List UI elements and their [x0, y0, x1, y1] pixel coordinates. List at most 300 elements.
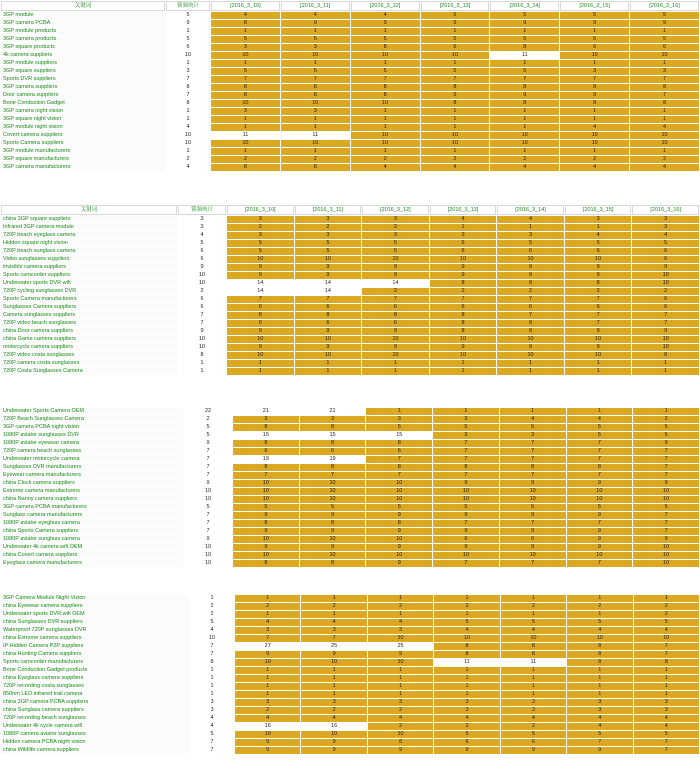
keyword-cell: china 3GP camera PCBA suppliers	[1, 699, 189, 706]
rank-cell: 8	[430, 328, 497, 335]
table-row	[1, 520, 699, 527]
table-row	[1, 336, 699, 343]
table-row	[1, 544, 699, 551]
rank-cell: 10	[295, 256, 362, 263]
count-cell: 1	[190, 683, 234, 690]
rank-cell: 2	[634, 611, 699, 618]
rank-cell: 9	[301, 747, 366, 754]
rank-cell: 10	[632, 280, 699, 287]
rank-cell: 6	[366, 448, 432, 455]
rank-cell: 1	[368, 675, 433, 682]
count-cell: 10	[184, 496, 232, 503]
table-row	[1, 603, 699, 610]
rank-cell: 10	[233, 536, 299, 543]
keyword-cell: 3GP camera suppliers	[1, 84, 165, 91]
rank-cell: 2	[565, 288, 632, 295]
rank-cell: 7	[433, 560, 499, 567]
table-row	[1, 496, 699, 503]
rank-cell: 25	[368, 643, 433, 650]
rank-cell: 1	[421, 60, 490, 67]
table-row	[1, 699, 699, 706]
table-row	[1, 723, 699, 730]
rank-cell: 5	[630, 12, 699, 19]
rank-cell: 10	[560, 52, 629, 59]
rank-cell: 8	[630, 100, 699, 107]
count-cell: 7	[184, 512, 232, 519]
table-row	[1, 280, 699, 287]
table-row	[1, 108, 699, 115]
rank-cell: 1	[632, 360, 699, 367]
keyword-cell: china Clock camera suppliers	[1, 480, 183, 487]
count-column-header: 锁频统计	[166, 1, 210, 11]
rank-cell: 1	[633, 408, 699, 415]
rank-cell: 9	[233, 544, 299, 551]
keyword-cell: 3GP camera PCBA	[1, 20, 165, 27]
rank-cell: 8	[632, 352, 699, 359]
rank-cell: 2	[434, 723, 499, 730]
rank-cell: 7	[565, 320, 632, 327]
rank-cell: 8	[295, 312, 362, 319]
table-row	[1, 320, 699, 327]
rank-cell: 9	[366, 560, 432, 567]
rank-cell: 10	[430, 336, 497, 343]
ranking-table-4	[0, 594, 700, 755]
table-row	[1, 264, 699, 271]
rank-cell: 7	[421, 76, 490, 83]
table-row	[1, 304, 699, 311]
rank-cell: 10	[501, 635, 566, 642]
table-row	[1, 148, 699, 155]
table-row	[1, 424, 699, 431]
rank-cell: 4	[211, 12, 280, 19]
table-row	[1, 232, 699, 239]
rank-cell: 4	[235, 715, 300, 722]
table-row	[1, 675, 699, 682]
count-cell: 3	[166, 68, 210, 75]
count-cell: 4	[190, 627, 234, 634]
rank-cell: 9	[633, 480, 699, 487]
rank-cell: 7	[567, 456, 633, 463]
rank-cell: 9	[560, 20, 629, 27]
rank-cell: 7	[500, 440, 566, 447]
rank-cell: 1	[634, 683, 699, 690]
rank-cell: 1	[567, 675, 632, 682]
rank-cell: 10	[366, 552, 432, 559]
rank-cell: 7	[433, 440, 499, 447]
rank-cell: 7	[433, 472, 499, 479]
rank-cell: 7	[630, 76, 699, 83]
rank-cell: 1	[634, 667, 699, 674]
rank-cell: 9	[233, 512, 299, 519]
rank-cell: 2	[362, 224, 429, 231]
rank-cell: 4	[567, 715, 632, 722]
table-row	[1, 156, 699, 163]
rank-cell: 8	[567, 464, 633, 471]
rank-cell: 5	[281, 68, 350, 75]
rank-cell: 1	[634, 675, 699, 682]
rank-cell: 3	[567, 707, 632, 714]
rank-cell: 9	[362, 272, 429, 279]
count-cell: 10	[184, 552, 232, 559]
rank-cell: 1	[630, 116, 699, 123]
rank-cell: 6	[500, 536, 566, 543]
rank-cell: 10	[567, 635, 632, 642]
rank-cell: 5	[634, 731, 699, 738]
rank-cell: 1	[235, 611, 300, 618]
rank-cell: 16	[235, 723, 300, 730]
rank-cell: 5	[211, 36, 280, 43]
rank-cell: 7	[500, 560, 566, 567]
rank-cell: 10	[497, 336, 564, 343]
ranking-table-2	[0, 204, 700, 376]
table-row	[1, 739, 699, 746]
rank-cell: 1	[351, 60, 420, 67]
keyword-cell: 720P beach sunglass camera	[1, 248, 177, 255]
rank-cell: 8	[560, 100, 629, 107]
table-row	[1, 224, 699, 231]
rank-cell: 1	[490, 60, 559, 67]
rank-cell: 1	[630, 148, 699, 155]
rank-cell: 11	[281, 132, 350, 139]
rank-cell: 6	[233, 448, 299, 455]
table-row	[1, 464, 699, 471]
rank-cell: 1	[235, 675, 300, 682]
rank-cell: 5	[630, 36, 699, 43]
rank-cell: 10	[368, 731, 433, 738]
rank-cell: 5	[634, 619, 699, 626]
rank-cell: 7	[490, 76, 559, 83]
rank-cell: 4	[351, 164, 420, 171]
rank-cell: 8	[497, 280, 564, 287]
rank-cell: 5	[227, 248, 294, 255]
rank-cell: 1	[630, 28, 699, 35]
rank-cell: 7	[430, 296, 497, 303]
rank-cell: 10	[633, 496, 699, 503]
keyword-cell: Sports Camera manufacturers	[1, 296, 177, 303]
rank-cell: 8	[211, 84, 280, 91]
count-cell: 7	[190, 651, 234, 658]
rank-cell: 7	[497, 296, 564, 303]
rank-cell: 6	[434, 739, 499, 746]
rank-cell: 3	[301, 699, 366, 706]
keyword-cell: Covert camera suppliers	[1, 132, 165, 139]
count-cell: 1	[178, 360, 226, 367]
rank-cell: 5	[421, 36, 490, 43]
rank-cell: 1	[211, 124, 280, 131]
rank-cell: 8	[233, 424, 299, 431]
keyword-cell: Hidden square night vision	[1, 240, 177, 247]
rank-cell: 4	[634, 723, 699, 730]
rank-cell: 9	[630, 20, 699, 27]
rank-cell: 1	[301, 675, 366, 682]
rank-cell: 1	[490, 108, 559, 115]
rank-cell: 7	[565, 296, 632, 303]
rank-cell: 9	[233, 528, 299, 535]
rank-cell: 10	[630, 140, 699, 147]
rank-cell: 10	[567, 496, 633, 503]
rank-cell: 16	[301, 723, 366, 730]
rank-cell: 9	[366, 512, 432, 519]
rank-cell: 1	[434, 667, 499, 674]
table-row	[1, 552, 699, 559]
rank-cell: 3	[560, 68, 629, 75]
keyword-cell: 720P recording beach sunglasses	[1, 715, 189, 722]
rank-cell: 7	[366, 472, 432, 479]
rank-cell: 5	[366, 504, 432, 511]
table-row	[1, 643, 699, 650]
table-row	[1, 124, 699, 131]
rank-cell: 1	[497, 224, 564, 231]
rank-cell: 5	[433, 424, 499, 431]
keyword-cell: Eyewear camera manufacturers	[1, 472, 183, 479]
count-column-header: 锁频统计	[178, 205, 226, 215]
count-cell: 5	[184, 432, 232, 439]
table-row	[1, 296, 699, 303]
rank-cell: 1	[430, 360, 497, 367]
rank-cell: 4	[490, 164, 559, 171]
count-cell: 10	[178, 344, 226, 351]
keyword-cell: 3GP module manufacturers	[1, 148, 165, 155]
table-row	[1, 256, 699, 263]
rank-cell: 9	[633, 536, 699, 543]
rank-cell: 9	[567, 747, 632, 754]
rank-cell: 10	[434, 635, 499, 642]
rank-cell: 9	[433, 544, 499, 551]
date-column-header: [2016_3_11]	[281, 1, 350, 11]
rank-cell: 2	[281, 156, 350, 163]
table-row	[1, 28, 699, 35]
rank-cell: 4	[351, 12, 420, 19]
rank-cell: 8	[233, 464, 299, 471]
keyword-cell: Sunglasses Camera suppliers	[1, 304, 177, 311]
table-row	[1, 667, 699, 674]
table-row	[1, 20, 699, 27]
rank-cell: 8	[500, 464, 566, 471]
keyword-cell: 3GP camera manufacturers	[1, 164, 165, 171]
rank-cell: 2	[421, 156, 490, 163]
table-row	[1, 747, 699, 754]
rank-cell: 1	[630, 108, 699, 115]
rank-cell: 8	[233, 560, 299, 567]
rank-cell: 3	[235, 627, 300, 634]
rank-cell: 7	[634, 643, 699, 650]
rank-cell: 5	[227, 240, 294, 247]
rank-cell: 5	[632, 240, 699, 247]
rank-cell: 8	[233, 440, 299, 447]
rank-cell: 1	[301, 691, 366, 698]
rank-cell: 8	[421, 84, 490, 91]
count-cell: 10	[190, 635, 234, 642]
table-row	[1, 416, 699, 423]
rank-cell: 4	[430, 216, 497, 223]
rank-cell: 11	[490, 52, 559, 59]
rank-cell: 2	[368, 707, 433, 714]
count-cell: 4	[166, 164, 210, 171]
rank-cell: 7	[433, 448, 499, 455]
rank-cell: 10	[497, 352, 564, 359]
rank-cell: 10	[300, 480, 366, 487]
date-column-header: [2016_3_15]	[565, 205, 632, 215]
keyword-cell: Underwater 4k camera wifi OEM	[1, 544, 183, 551]
keyword-cell: 720P video beach sunglasses	[1, 320, 177, 327]
table-row	[1, 92, 699, 99]
keyword-cell: china Extreme camera suppliers	[1, 635, 189, 642]
rank-cell: 21	[300, 408, 366, 415]
table-row	[1, 432, 699, 439]
rank-cell: 9	[366, 544, 432, 551]
count-cell: 3	[190, 699, 234, 706]
rank-cell: 6	[497, 248, 564, 255]
rank-cell: 4	[501, 715, 566, 722]
keyword-cell: Bone Conduction Gadget products	[1, 667, 189, 674]
count-cell: 1	[166, 60, 210, 67]
rank-cell: 3	[630, 68, 699, 75]
rank-cell: 1	[368, 667, 433, 674]
keyword-cell: Eyeglass camera manufacturers	[1, 560, 183, 567]
rank-cell: 9	[433, 528, 499, 535]
table-row	[1, 707, 699, 714]
rank-cell: 9	[560, 92, 629, 99]
count-cell: 10	[178, 280, 226, 287]
rank-cell: 3	[497, 232, 564, 239]
rank-cell: 3	[430, 232, 497, 239]
rank-cell: 8	[567, 659, 632, 666]
table-row	[1, 472, 699, 479]
rank-cell: 3	[211, 44, 280, 51]
count-cell: 9	[184, 480, 232, 487]
rank-cell: 10	[634, 635, 699, 642]
count-cell: 6	[178, 304, 226, 311]
keyword-cell: china Wildlife camera suppliers	[1, 747, 189, 754]
rank-cell: 3	[433, 416, 499, 423]
rank-cell: 10	[632, 336, 699, 343]
rank-cell: 10	[630, 52, 699, 59]
rank-cell: 7	[500, 456, 566, 463]
rank-cell: 4	[434, 627, 499, 634]
count-cell: 4	[190, 723, 234, 730]
rank-cell: 10	[351, 100, 420, 107]
rank-cell: 9	[567, 536, 633, 543]
table-row	[1, 408, 699, 415]
rank-cell: 1	[565, 224, 632, 231]
rank-cell: 10	[567, 488, 633, 495]
date-column-header: [2016_3_12]	[351, 1, 420, 11]
table-row	[1, 683, 699, 690]
count-cell: 7	[184, 472, 232, 479]
count-cell: 7	[190, 739, 234, 746]
keyword-cell: Sports Camera suppliers	[1, 140, 165, 147]
rank-cell: 6	[630, 44, 699, 51]
rank-cell: 19	[233, 456, 299, 463]
keyword-cell: Underwater 4k cycle camera wifi	[1, 723, 189, 730]
rank-cell: 8	[490, 100, 559, 107]
keyword-cell: Sports DVR suppliers	[1, 76, 165, 83]
rank-cell: 10	[211, 100, 280, 107]
rank-cell: 1	[351, 124, 420, 131]
rank-cell: 10	[362, 256, 429, 263]
keyword-cell: Underwater sports DVR wifi	[1, 280, 177, 287]
rank-cell: 6	[421, 44, 490, 51]
rank-cell: 1	[560, 60, 629, 67]
rank-cell: 3	[227, 232, 294, 239]
date-column-header: [2016_3_16]	[630, 1, 699, 11]
rank-cell: 8	[300, 440, 366, 447]
keyword-cell: china Door camera suppliers	[1, 328, 177, 335]
rank-cell: 1	[490, 28, 559, 35]
rank-cell: 1	[235, 691, 300, 698]
table-row	[1, 248, 699, 255]
count-cell: 2	[178, 288, 226, 295]
rank-cell: 7	[433, 520, 499, 527]
rank-cell: 5	[281, 36, 350, 43]
rank-cell: 14	[295, 280, 362, 287]
rank-cell: 7	[300, 472, 366, 479]
rank-cell: 9	[300, 544, 366, 551]
table-row	[1, 512, 699, 519]
rank-cell: 3	[632, 216, 699, 223]
keyword-cell: 3GP square night vision	[1, 116, 165, 123]
keyword-cell: china Sunglass camera suppliers	[1, 707, 189, 714]
rank-cell: 8	[490, 84, 559, 91]
table-row	[1, 52, 699, 59]
rank-cell: 5	[567, 432, 633, 439]
rank-cell: 5	[567, 619, 632, 626]
rank-cell: 15	[366, 432, 432, 439]
rank-cell: 1	[497, 360, 564, 367]
table-row	[1, 140, 699, 147]
count-cell: 7	[184, 456, 232, 463]
count-cell: 8	[166, 84, 210, 91]
rank-cell: 5	[500, 424, 566, 431]
rank-cell: 7	[633, 512, 699, 519]
date-column-header: [2016_3_15]	[560, 1, 629, 11]
rank-cell: 1	[567, 683, 632, 690]
rank-cell: 1	[490, 124, 559, 131]
keyword-cell: 3GP camera PCBA manufacturers	[1, 504, 183, 511]
rank-cell: 1	[501, 595, 566, 602]
header-row	[1, 1, 699, 11]
rank-cell: 1	[421, 124, 490, 131]
count-cell: 22	[184, 408, 232, 415]
rank-cell: 9	[235, 651, 300, 658]
rank-cell: 5	[351, 36, 420, 43]
count-cell: 7	[184, 528, 232, 535]
rank-cell: 1	[567, 667, 632, 674]
rank-cell: 10	[233, 552, 299, 559]
rank-cell: 8	[421, 100, 490, 107]
keyword-cell: 850nm LED infrared trail camera	[1, 691, 189, 698]
rank-cell: 5	[560, 36, 629, 43]
count-cell: 5	[190, 619, 234, 626]
rank-cell: 5	[430, 240, 497, 247]
rank-cell: 1	[235, 595, 300, 602]
rank-cell: 7	[227, 296, 294, 303]
rank-cell: 9	[227, 272, 294, 279]
keyword-column-header: 关键词	[1, 1, 165, 11]
rank-cell: 10	[362, 336, 429, 343]
rank-cell: 9	[235, 747, 300, 754]
keyword-cell: 3GP square manufacturers	[1, 156, 165, 163]
keyword-cell: china Hunting Camera suppliers	[1, 651, 189, 658]
rank-cell: 9	[490, 92, 559, 99]
rank-cell: 15	[300, 432, 366, 439]
count-cell: 10	[184, 560, 232, 567]
rank-cell: 5	[300, 504, 366, 511]
table-row	[1, 12, 699, 19]
rank-cell: 7	[567, 472, 633, 479]
rank-cell: 7	[433, 456, 499, 463]
keyword-cell: 3GP camera products	[1, 36, 165, 43]
